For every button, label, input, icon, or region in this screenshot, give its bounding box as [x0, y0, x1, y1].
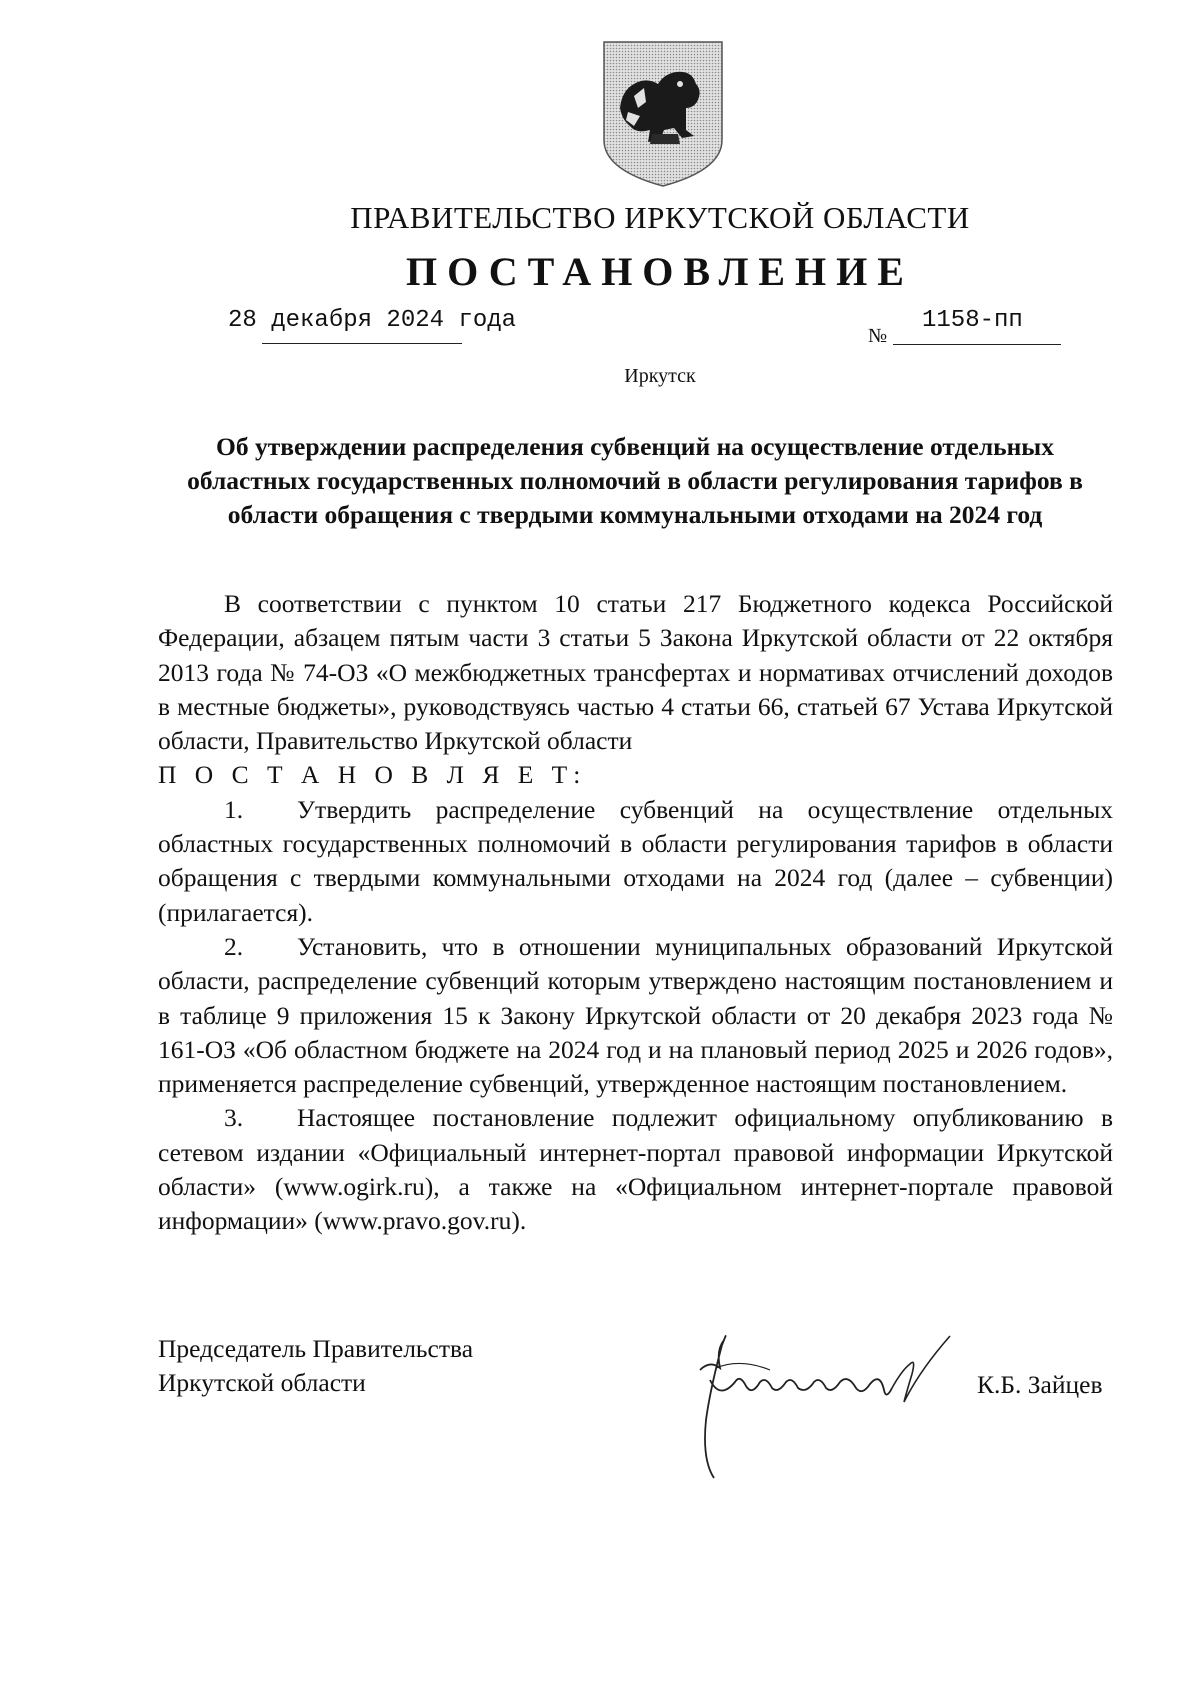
item-text: Настоящее постановление подлежит официальному опубликованию в сетевом издании «Официальный интернет-портал правовой информации Иркутской области» (www.ogirk.ru), а также на «Официальном интернет-портале правовой информации» (www.pravo.gov.ru).: [158, 1103, 1113, 1236]
city: Иркутск: [624, 365, 696, 387]
handwritten-signature-icon: [680, 1310, 970, 1485]
resolves-word: П О С Т А Н О В Л Я Е Т:: [158, 760, 587, 790]
government-title: ПРАВИТЕЛЬСТВО ИРКУТСКОЙ ОБЛАСТИ: [350, 200, 970, 235]
signer-position-line: Председатель Правительства: [158, 1334, 474, 1363]
item-number: 3.: [224, 1103, 244, 1133]
document-number: 1158-пп: [922, 307, 1023, 334]
preamble: В соответствии с пунктом 10 статьи 217 Бюджетного кодекса Российской Федерации, абзацем пятым части 3 статьи 5 Закона Иркутской области от 22 октября 2013 года № 74-ОЗ «О межбюджетных трансфертах и нормативах отчислений доходов в местные бюджеты», руководствуясь частью 4 статьи 66, статьей 67 Устава Иркутской области, Правительство Иркутской области: [158, 589, 1113, 756]
number-underline: [893, 344, 1061, 345]
date-underline: [262, 343, 462, 344]
document-date: 28 декабря 2024 года: [228, 307, 517, 334]
document-body: [158, 587, 1113, 1239]
coat-of-arms-icon: [600, 38, 726, 190]
signer-position: [158, 1332, 473, 1400]
signer-name: К.Б. Зайцев: [977, 1370, 1103, 1399]
list-item: [158, 930, 1113, 1101]
number-sign: №: [868, 325, 888, 347]
list-item: [158, 1101, 1113, 1238]
list-item: [158, 793, 1113, 930]
item-number: 1.: [224, 794, 244, 824]
signer-position-line: Иркутской области: [158, 1368, 366, 1397]
document-type-title: ПОСТАНОВЛЕНИЕ: [406, 249, 914, 294]
document-subject: Об утверждении распределения субвенций на осуществление отдельных областных государственных полномочий в области регулирования тарифов в области обращения с твердыми коммунальными отходами на 2024 год: [187, 432, 1083, 529]
item-text: Установить, что в отношении муниципальных образований Иркутской области, распределение субвенций которым утверждено настоящим постановлением и в таблице 9 приложения 15 к Закону Иркутской области от 20 декабря 2023 года № 161-ОЗ «Об областном бюджете на 2024 год и на плановый период 2025 и 2026 годов», применяется распределение субвенций, утвержденное настоящим постановлением.: [158, 931, 1113, 1099]
item-text: Утвердить распределение субвенций на осуществление отдельных областных государственных полномочий в области регулирования тарифов в области обращения с твердыми коммунальными отходами на 2024 год (далее – субвенции) (прилагается).: [158, 794, 1113, 927]
item-number: 2.: [224, 931, 244, 961]
